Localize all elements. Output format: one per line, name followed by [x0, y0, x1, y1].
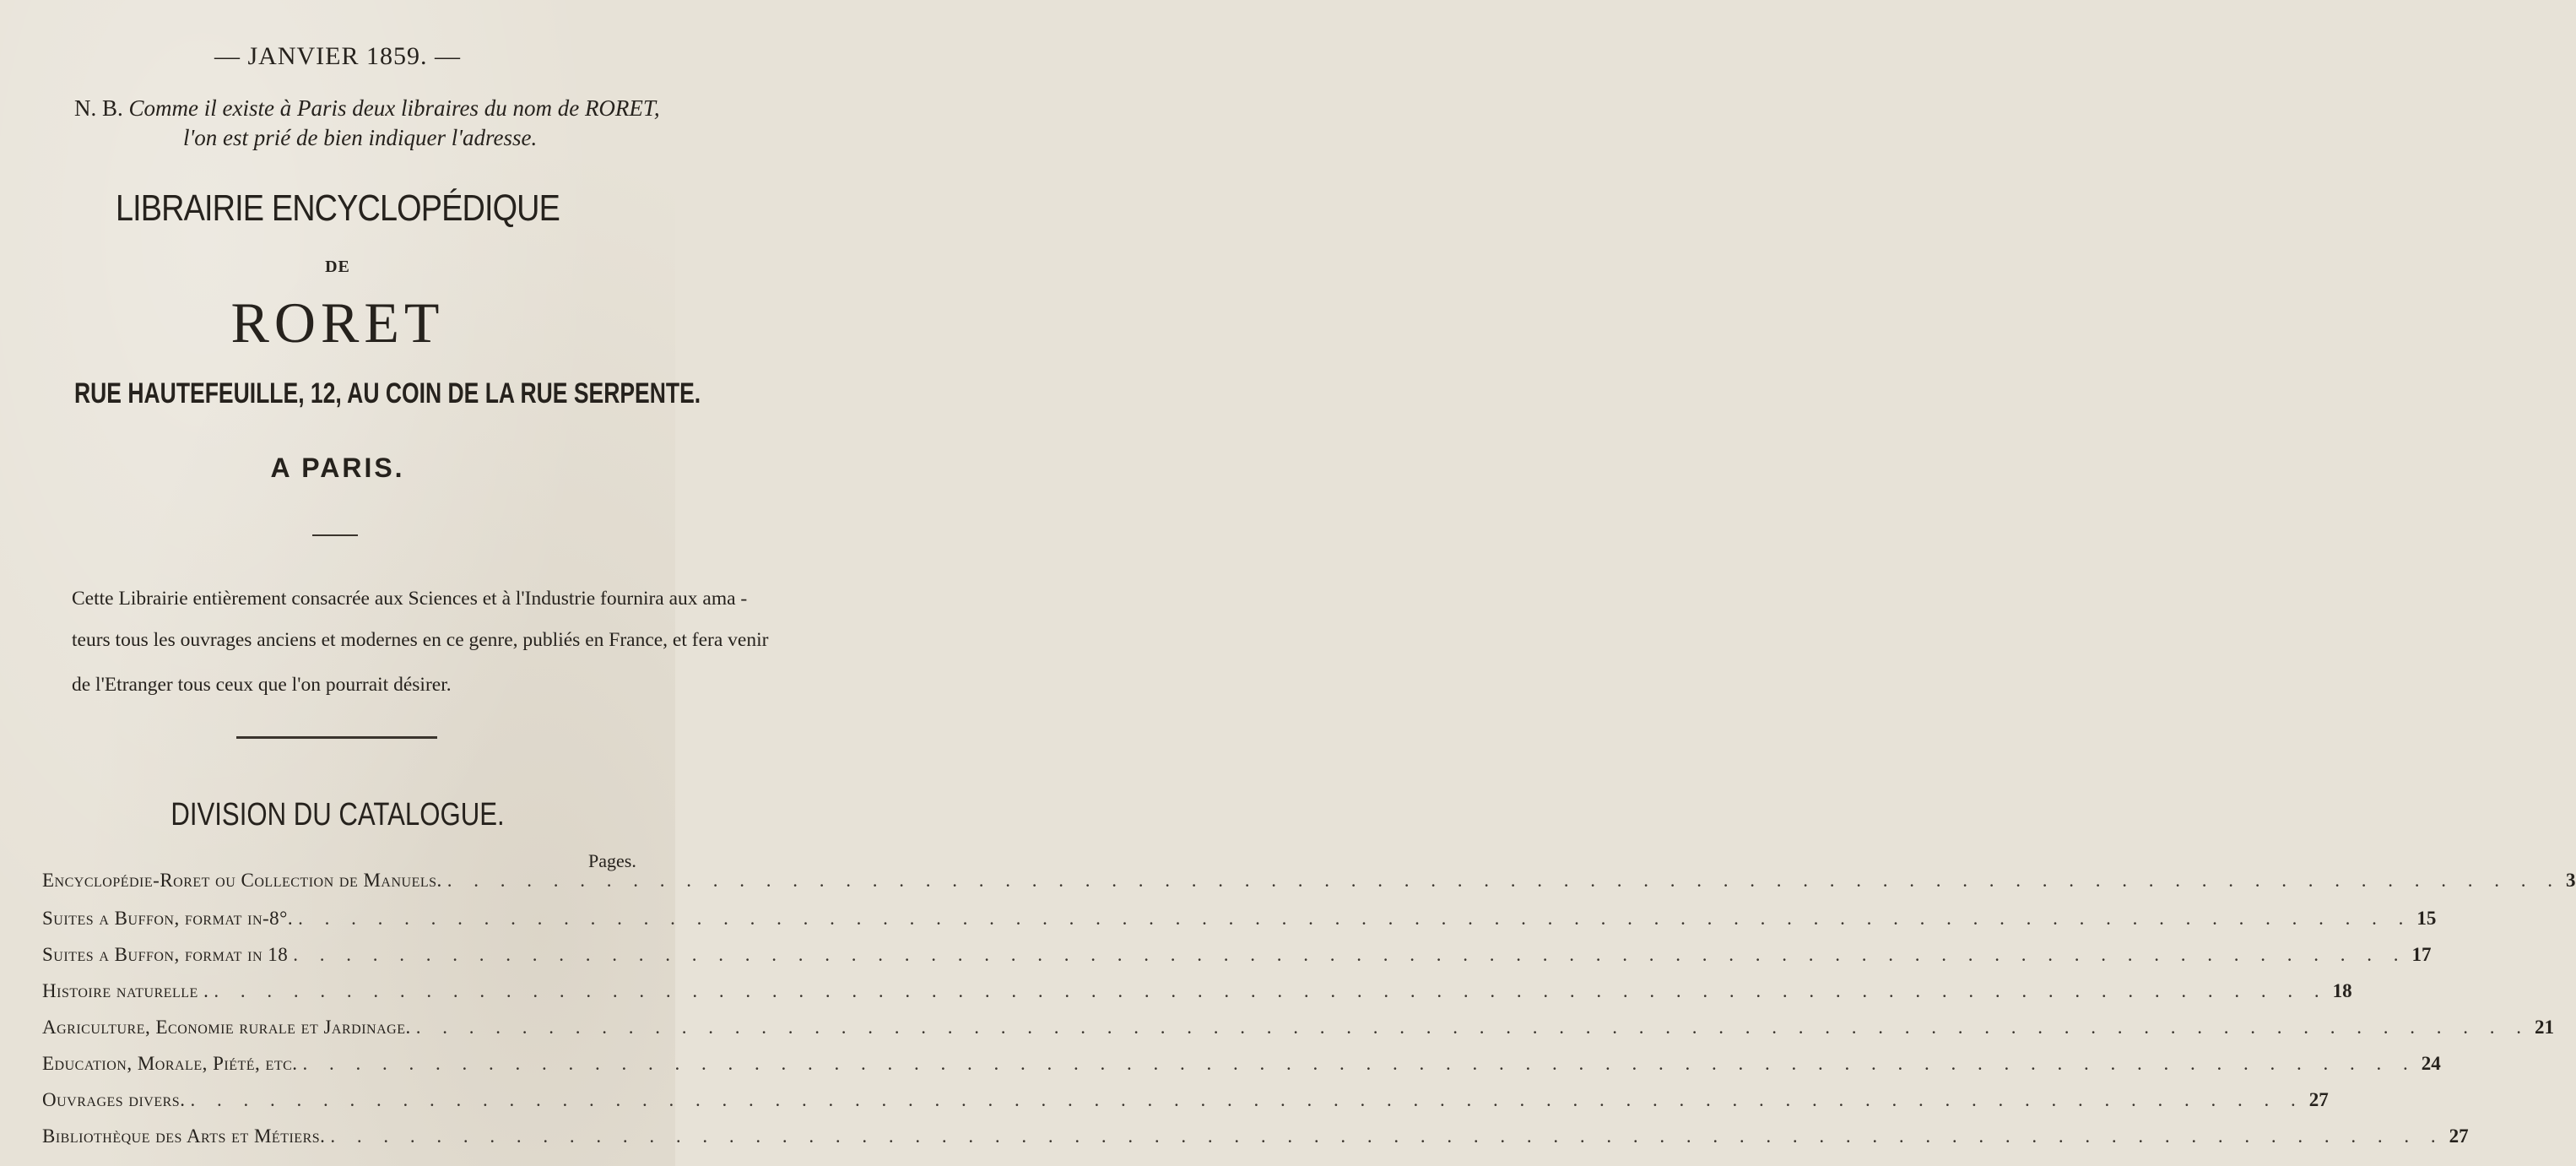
- toc-entry-page: 24: [2421, 1053, 2441, 1074]
- note-text: Comme il existe à Paris deux libraires du nom de RORET,: [128, 95, 660, 121]
- toc-entry-title: Education, Morale, Piété, etc.: [42, 1053, 298, 1074]
- toc-entry[interactable]: [42, 980, 2352, 1009]
- toc-entry-page: 18: [2332, 980, 2352, 1001]
- toc-entry-page: 3: [2566, 870, 2576, 891]
- publisher-city: A PARIS.: [270, 453, 405, 483]
- toc-entry[interactable]: [42, 1089, 2329, 1118]
- publisher-address: RUE HAUTEFEUILLE, 12, AU COIN DE LA RUE SERPENTE.: [74, 377, 701, 409]
- toc-leader-dots: [447, 870, 2561, 892]
- divider-long: [236, 736, 437, 739]
- toc-entry[interactable]: [42, 870, 2576, 898]
- toc-leader-dots: [214, 980, 2327, 1002]
- toc-entry-title: Suites a Buffon, format in-8°.: [42, 908, 294, 929]
- intro-line-3: de l'Etranger tous ceux que l'on pourrait désirer.: [72, 674, 452, 696]
- note-label: N. B.: [74, 95, 123, 121]
- toc-entry-title: Histoire naturelle .: [42, 980, 209, 1001]
- toc-entry-title: Ouvrages divers.: [42, 1089, 186, 1110]
- intro-line-2: teurs tous les ouvrages anciens et modernes en ce genre, publiés en France, et fera venir: [72, 629, 769, 651]
- toc-leader-dots: [298, 908, 2411, 930]
- pages-column-label: Pages.: [588, 850, 636, 871]
- toc-entry[interactable]: [42, 1017, 2554, 1045]
- toc-entry-page: 27: [2308, 1089, 2329, 1110]
- toc-entry-page: 17: [2411, 944, 2432, 965]
- toc-entry[interactable]: [42, 1053, 2441, 1082]
- de-word: DE: [325, 258, 350, 276]
- publisher-name: RORET: [230, 290, 445, 355]
- toc-leader-dots: [190, 1089, 2303, 1111]
- toc-entry-page: 15: [2416, 908, 2437, 929]
- toc-entry-title: Encyclopédie-Roret ou Collection de Manuels.: [42, 870, 442, 891]
- toc-entry[interactable]: [42, 1125, 2469, 1154]
- toc-leader-dots: [330, 1125, 2443, 1147]
- header-date: — JANVIER 1859. —: [214, 42, 461, 70]
- toc-leader-dots: [303, 1053, 2416, 1075]
- note-line-1: [74, 95, 660, 122]
- toc-entry-title: Suites a Buffon, format in 18: [42, 944, 289, 965]
- toc-entry[interactable]: [42, 908, 2437, 936]
- toc-entry-page: 21: [2534, 1017, 2554, 1038]
- toc-entry-page: 27: [2449, 1125, 2469, 1147]
- toc-entry-title: Bibliothèque des Arts et Métiers.: [42, 1125, 326, 1147]
- intro-line-1: Cette Librairie entièrement consacrée aux Sciences et à l'Industrie fournira aux ama -: [72, 588, 748, 610]
- toc-entry-title: Agriculture, Economie rurale et Jardinage.: [42, 1017, 411, 1038]
- librairie-title: LIBRAIRIE ENCYCLOPÉDIQUE: [115, 187, 560, 229]
- divider-short: [312, 534, 358, 536]
- note-line-2: l'on est prié de bien indiquer l'adresse.: [183, 125, 538, 150]
- catalogue-title: DIVISION DU CATALOGUE.: [170, 797, 505, 832]
- toc-leader-dots: [416, 1017, 2530, 1039]
- toc-entry[interactable]: [42, 944, 2432, 973]
- toc-leader-dots: [293, 944, 2406, 966]
